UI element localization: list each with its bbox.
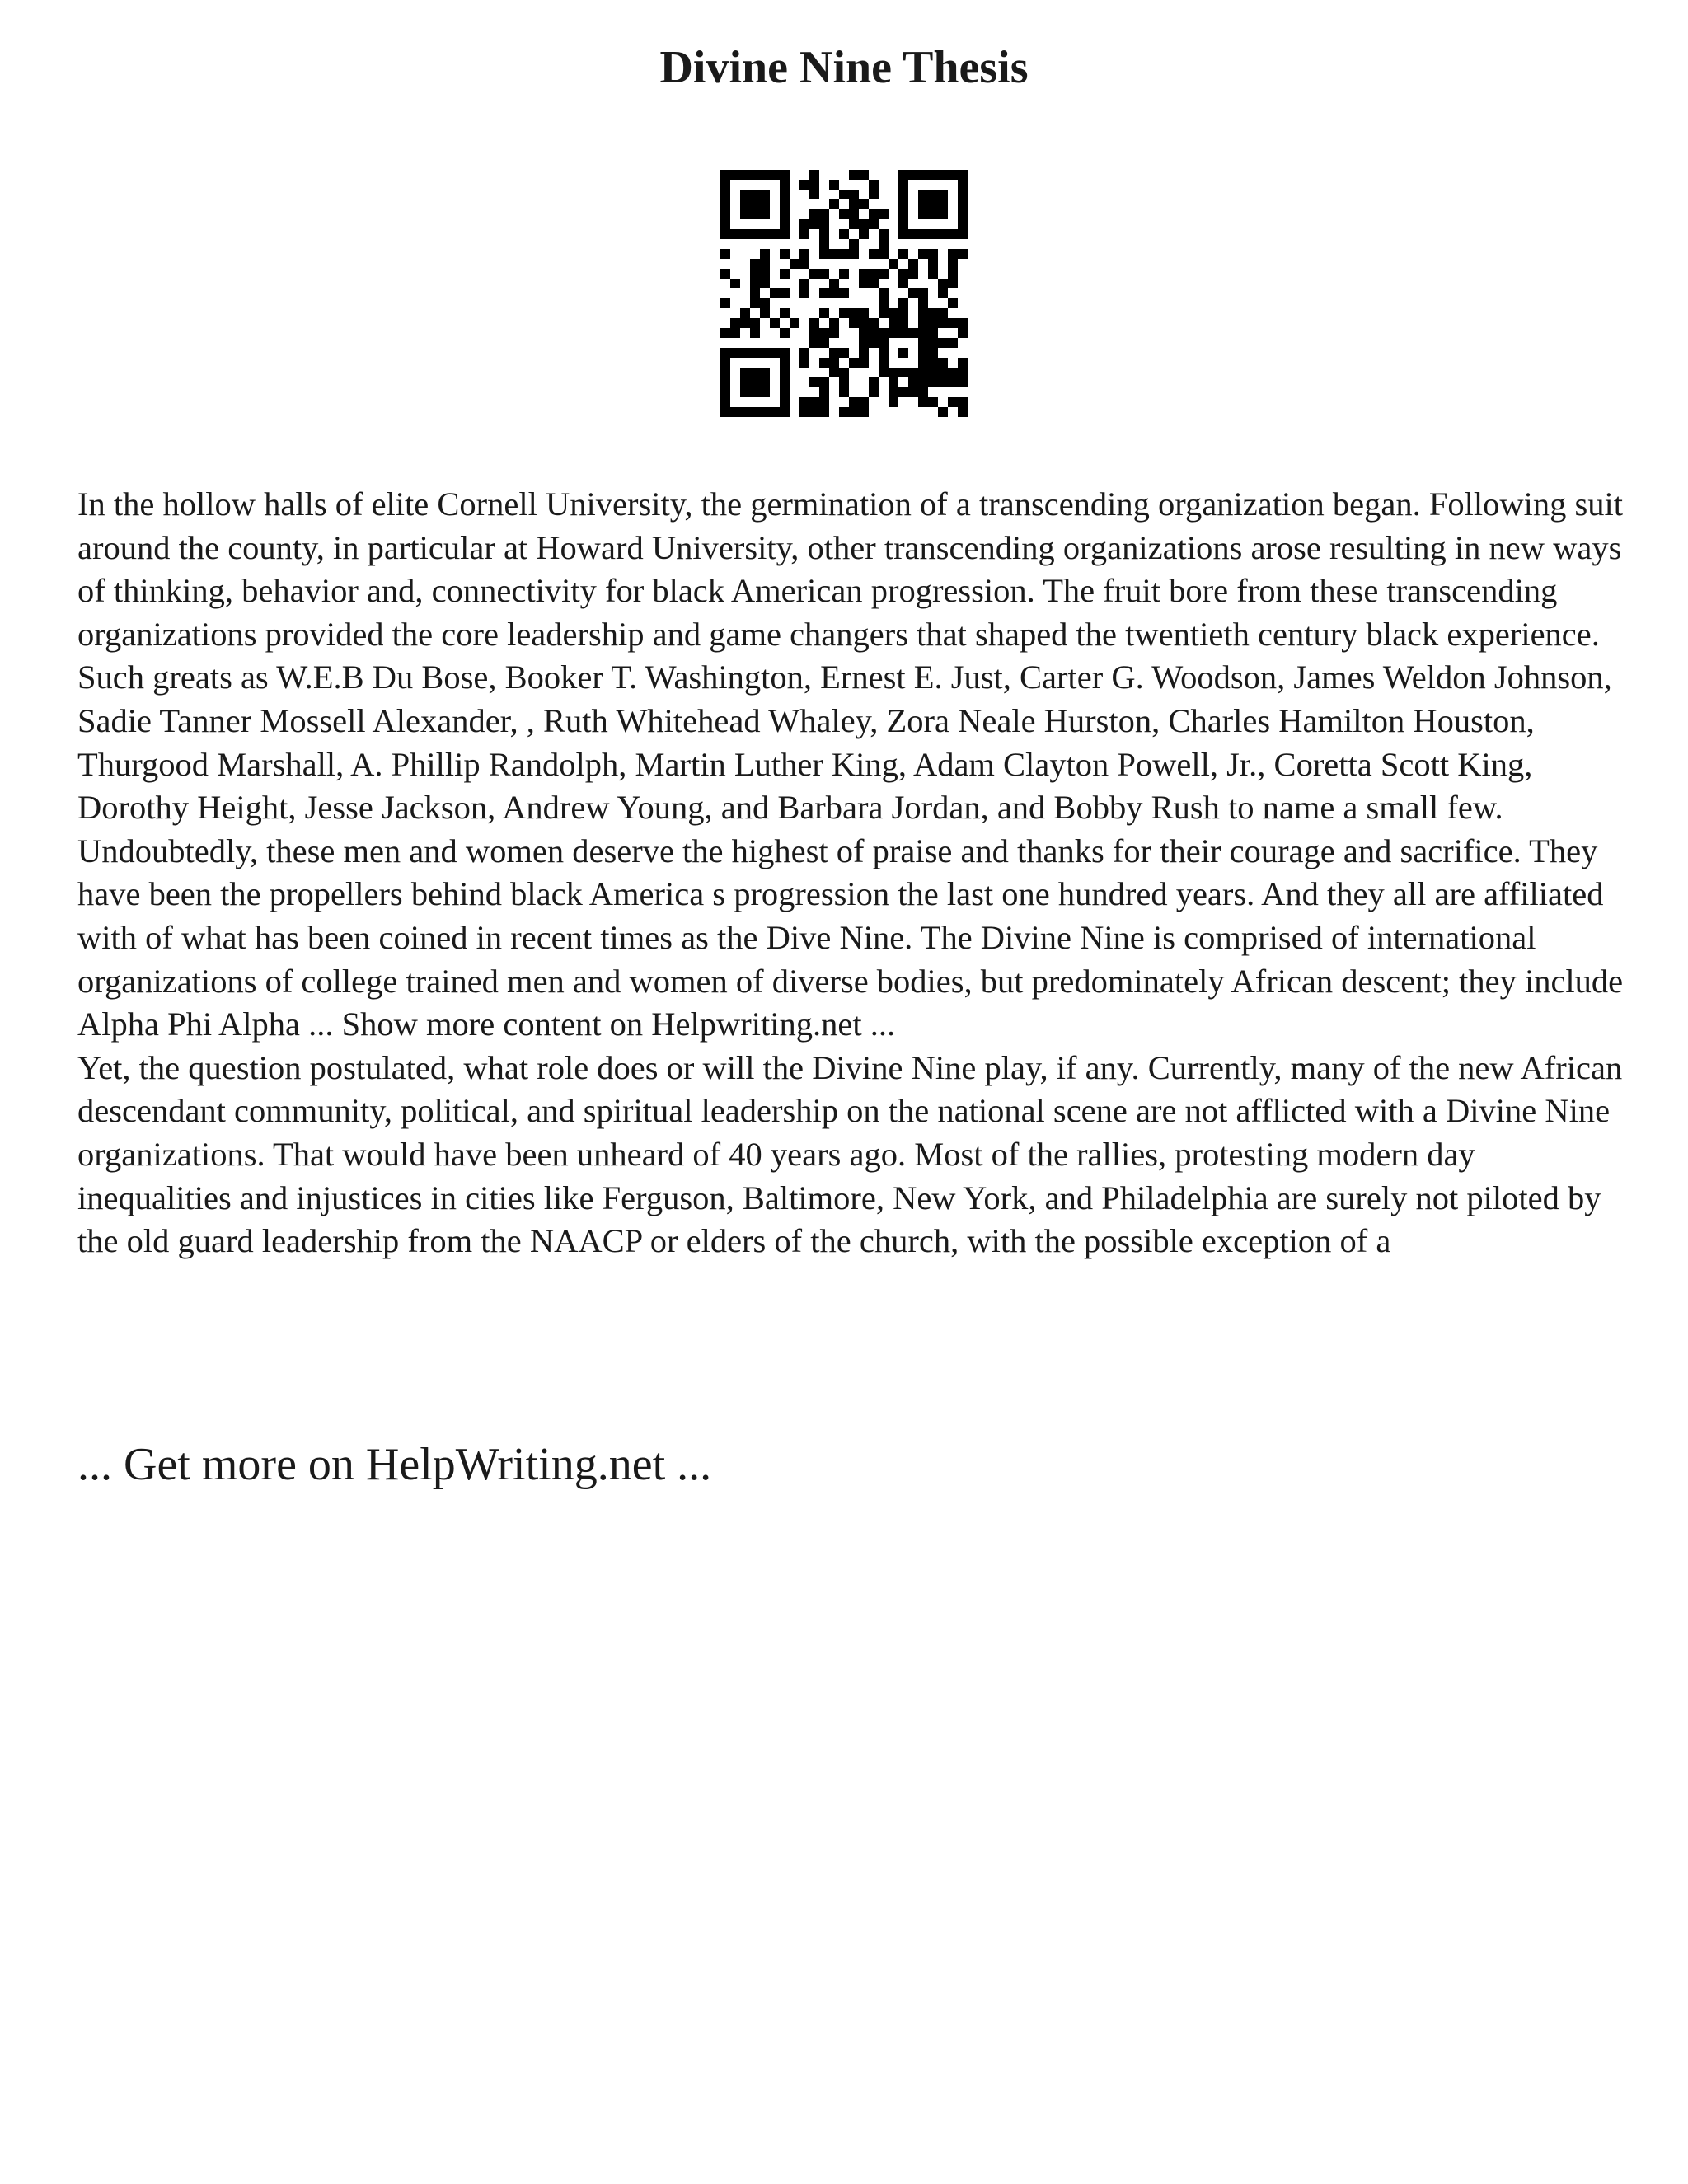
- qr-code: [720, 170, 968, 417]
- document-title: Divine Nine Thesis: [659, 42, 1029, 93]
- qr-code-graphic: [720, 170, 968, 417]
- body-paragraph-2: Yet, the question postulated, what role does or will the Divine Nine play, if any. Currently, many of the new African descendant community, political, and spiritual leadership on the national scene are not afflicted with a Divine Nine organizations. That would have been unheard of 40 years ago. Most of the rallies, protesting modern day inequalities and injustices in cities like Ferguson, Baltimore, New York, and Philadelphia are surely not piloted by the old guard leadership from the NAACP or elders of the church, with the possible exception of a: [77, 1048, 1623, 1260]
- document-body: [77, 483, 1627, 1263]
- body-paragraph-1: In the hollow halls of elite Cornell University, the germination of a transcending organization began. Following suit around the county, in particular at Howard University, other transcending organizations arose resulting in new ways of thinking, behavior and, connectivity for black American progression. The fruit bore from these transcending organizations provided the core leadership and game changers that shaped the twentieth century black experience. Such greats as W.E.B Du Bose, Booker T. Washington, Ernest E. Just, Carter G. Woodson, James Weldon Johnson, Sadie Tanner Mossell Alexander, , Ruth Whitehead Whaley, Zora Neale Hurston, Charles Hamilton Houston, Thurgood Marshall, A. Phillip Randolph, Martin Luther King, Adam Clayton Powell, Jr., Coretta Scott King, Dorothy Height, Jesse Jackson, Andrew Young, and Barbara Jordan, and Bobby Rush to name a small few. Undoubtedly, these men and women deserve the highest of praise and thanks for their courage and sacrifice. They have been the propellers behind black America s progression the last one hundred years. And they all are affiliated with of what has been coined in recent times as the Dive Nine. The Divine Nine is comprised of international organizations of college trained men and women of diverse bodies, but predominately African descent; they include Alpha Phi Alpha ... Show more content on Helpwriting.net ...: [77, 485, 1624, 1043]
- get-more-link[interactable]: ... Get more on HelpWriting.net ...: [77, 1439, 712, 1490]
